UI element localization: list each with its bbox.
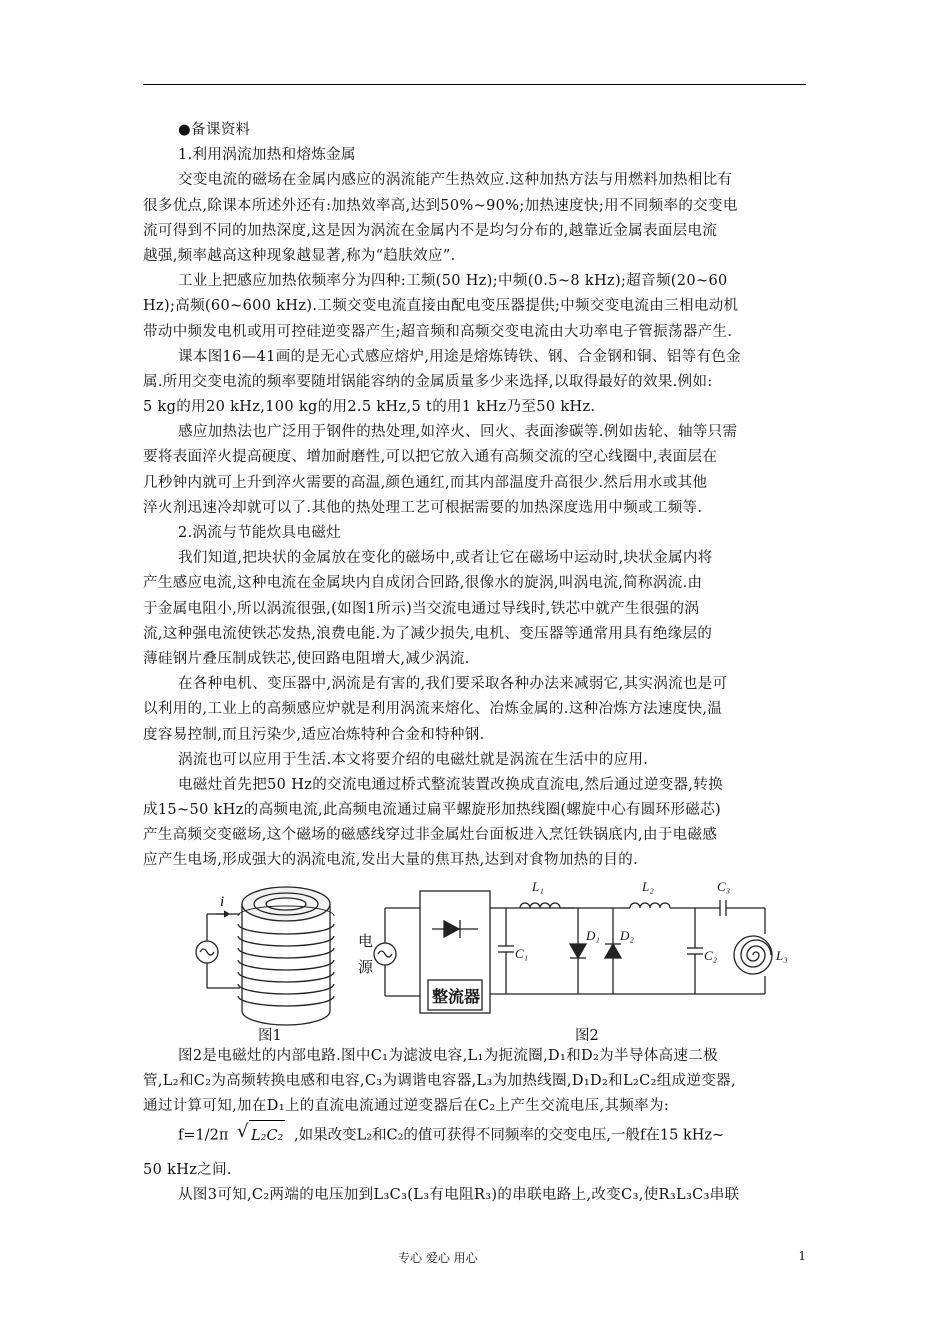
figure-2-C3-label: C₃ xyxy=(717,879,731,894)
paragraph-line: 淬火剂迅速冷却就可以了.其他的热处理工艺可根据需要的加热深度选用中频或工频等. xyxy=(143,499,703,516)
paragraph-line: 产生感应电流,这种电流在金属块内自成闭合回路,很像水的旋涡,叫涡电流,简称涡流.由 xyxy=(143,575,703,592)
figure-1-current-label: i xyxy=(220,894,225,910)
figure-2-source-label-2: 源 xyxy=(358,960,374,976)
paragraph-line: 涡流也可以应用于生活.本文将要介绍的电磁灶就是涡流在生活中的应用. xyxy=(178,751,649,768)
figure-2-source-label-1: 电 xyxy=(358,934,374,950)
paragraph-line: 图2是电磁灶的内部电路.图中C₁为滤波电容,L₁为扼流圈,D₁和D₂为半导体高速二极 xyxy=(178,1048,718,1064)
paragraph-line: 课本图16—41画的是无心式感应熔炉,用途是熔炼铸铁、钢、合金钢和铜、铝等有色金 xyxy=(178,348,742,365)
figure-2-L1-label: L₁ xyxy=(532,879,544,894)
paragraph-line: 产生高频交变磁场,这个磁场的磁感线穿过非金属灶台面板进入烹饪铁锅底内,由于电磁感 xyxy=(143,827,718,844)
paragraph-line: 感应加热法也广泛用于钢件的热处理,如淬火、回火、表面渗碳等.例如齿轮、轴等只需 xyxy=(178,424,738,441)
footer-motto: 专心 爱心 用心 xyxy=(398,1251,478,1265)
formula-right: ,如果改变L₂和C₂的值可获得不同频率的交变电压,一般f在15 kHz~ xyxy=(293,1127,725,1144)
paragraph-line: 我们知道,把块状的金属放在变化的磁场中,或者让它在磁场中运动时,块状金属内将 xyxy=(178,550,713,567)
document-body-continued xyxy=(143,1044,806,1208)
paragraph-line: 几秒钟内就可上升到淬火需要的高温,颜色通红,而其内部温度升高很少.然后用水或其他 xyxy=(143,474,708,491)
paragraph-line: 5 kg的用20 kHz,100 kg的用2.5 kHz,5 t的用1 kHz乃至50 kHz. xyxy=(143,399,596,416)
paragraph-line: 交变电流的磁场在金属内感应的涡流能产生热效应.这种加热方法与用燃料加热相比有 xyxy=(178,172,733,189)
section-heading: ●备课资料 xyxy=(178,122,251,138)
paragraph-line: 度容易控制,而且污染少,适应冶炼特种合金和特种钢. xyxy=(143,726,485,743)
paragraph-line: 越强,频率越高这种现象越显著,称为“趋肤效应”. xyxy=(143,247,456,264)
paragraph-line: 流,这种强电流使铁芯发热,浪费电能.为了减少损失,电机、变压器等通常用具有绝缘层的 xyxy=(143,625,713,642)
formula-left: f=1/2π xyxy=(178,1127,229,1144)
paragraph-line: 通过计算可知,加在D₁上的直流电流通过逆变器后在C₂上产生交流电压,其频率为: xyxy=(143,1098,670,1115)
figure-2-rectifier-label: 整流器 xyxy=(432,989,481,1006)
figure-2-C1-label: C₁ xyxy=(515,946,529,961)
page-number: 1 xyxy=(798,1249,806,1263)
paragraph-line: 属.所用交变电流的频率要随坩锅能容纳的金属质量多少来选择,以取得最好的效果.例如: xyxy=(143,373,713,390)
paragraph-line: 50 kHz之间. xyxy=(143,1161,232,1178)
figure-2-C2-label: C₂ xyxy=(704,948,718,963)
paragraph-line: 带动中频发电机或用可控硅逆变器产生;超音频和高频交变电流由大功率电子管振荡器产生. xyxy=(143,323,733,340)
frequency-formula xyxy=(143,1120,806,1150)
figure-2-L3-label: L₃ xyxy=(776,948,788,963)
paragraph-line: 在各种电机、变压器中,涡流是有害的,我们要采取各种办法来减弱它,其实涡流也是可 xyxy=(178,676,728,693)
header-rule xyxy=(143,84,806,85)
paragraph-line: 从图3可知,C₂两端的电压加到L₃C₃(L₃有电阻R₃)的串联电路上,改变C₃,使R₃L₃C₃串联 xyxy=(178,1186,740,1203)
paragraph-line: 工业上把感应加热依频率分为四种:工频(50 Hz);中频(0.5~8 kHz);超音频(20~60 xyxy=(178,273,728,290)
section-1-title: 1.利用涡流加热和熔炼金属 xyxy=(178,147,356,164)
paragraph-line: 流可得到不同的加热深度,这是因为涡流在金属内不是均匀分布的,越靠近金属表面层电流 xyxy=(143,222,718,239)
section-2-title: 2.涡流与节能炊具电磁灶 xyxy=(178,525,342,541)
figure-1-caption: 图1 xyxy=(258,1028,282,1044)
paragraph-line: 于金属电阻小,所以涡流很强,(如图1所示)当交流电通过导线时,铁芯中就产生很强的涡 xyxy=(143,600,700,617)
document-body xyxy=(143,118,806,874)
figures xyxy=(180,876,800,1046)
paragraph-line: 要将表面淬火提高硬度、增加耐磨性,可以把它放入通有高频交流的空心线圈中,表面层在 xyxy=(143,449,718,466)
figure-2-D2-label: D₂ xyxy=(620,928,634,943)
paragraph-line: 电磁灶首先把50 Hz的交流电通过桥式整流装置改换成直流电,然后通过逆变器,转换 xyxy=(178,776,724,793)
paragraph-line: 应产生电场,形成强大的涡流电流,发出大量的焦耳热,达到对食物加热的目的. xyxy=(143,852,639,869)
figure-2-D1-label: D₁ xyxy=(586,928,600,943)
square-root: √ L₂C₂ xyxy=(237,1120,285,1151)
figure-2-caption: 图2 xyxy=(575,1028,599,1044)
paragraph-line: 成15~50 kHz的高频电流,此高频电流通过扁平螺旋形加热线圈(螺旋中心有圆环形磁芯) xyxy=(143,802,722,819)
paragraph-line: 薄硅钢片叠压制成铁芯,使回路电阻增大,减少涡流. xyxy=(143,650,470,667)
paragraph-line: Hz);高频(60~600 kHz).工频交变电流直接由配电变压器提供;中频交变电流由三相电动机 xyxy=(143,298,739,315)
paragraph-line: 管,L₂和C₂为高频转换电感和电容,C₃为调谐电容器,L₃为加热线圈,D₁D₂和L₂C₂组成逆变器, xyxy=(143,1073,736,1090)
paragraph-line: 以利用的,工业上的高频感应炉就是利用涡流来熔化、冶炼金属的.这种冶炼方法速度快,温 xyxy=(143,701,723,718)
formula-sqrt-term: L₂C₂ xyxy=(249,1120,285,1151)
paragraph-line: 很多优点,除课本所述外还有:加热效率高,达到50%~90%;加热速度快;用不同频率的交变电 xyxy=(143,197,738,214)
figure-2-L2-label: L₂ xyxy=(642,879,654,894)
figure-1-coil xyxy=(196,887,334,1025)
